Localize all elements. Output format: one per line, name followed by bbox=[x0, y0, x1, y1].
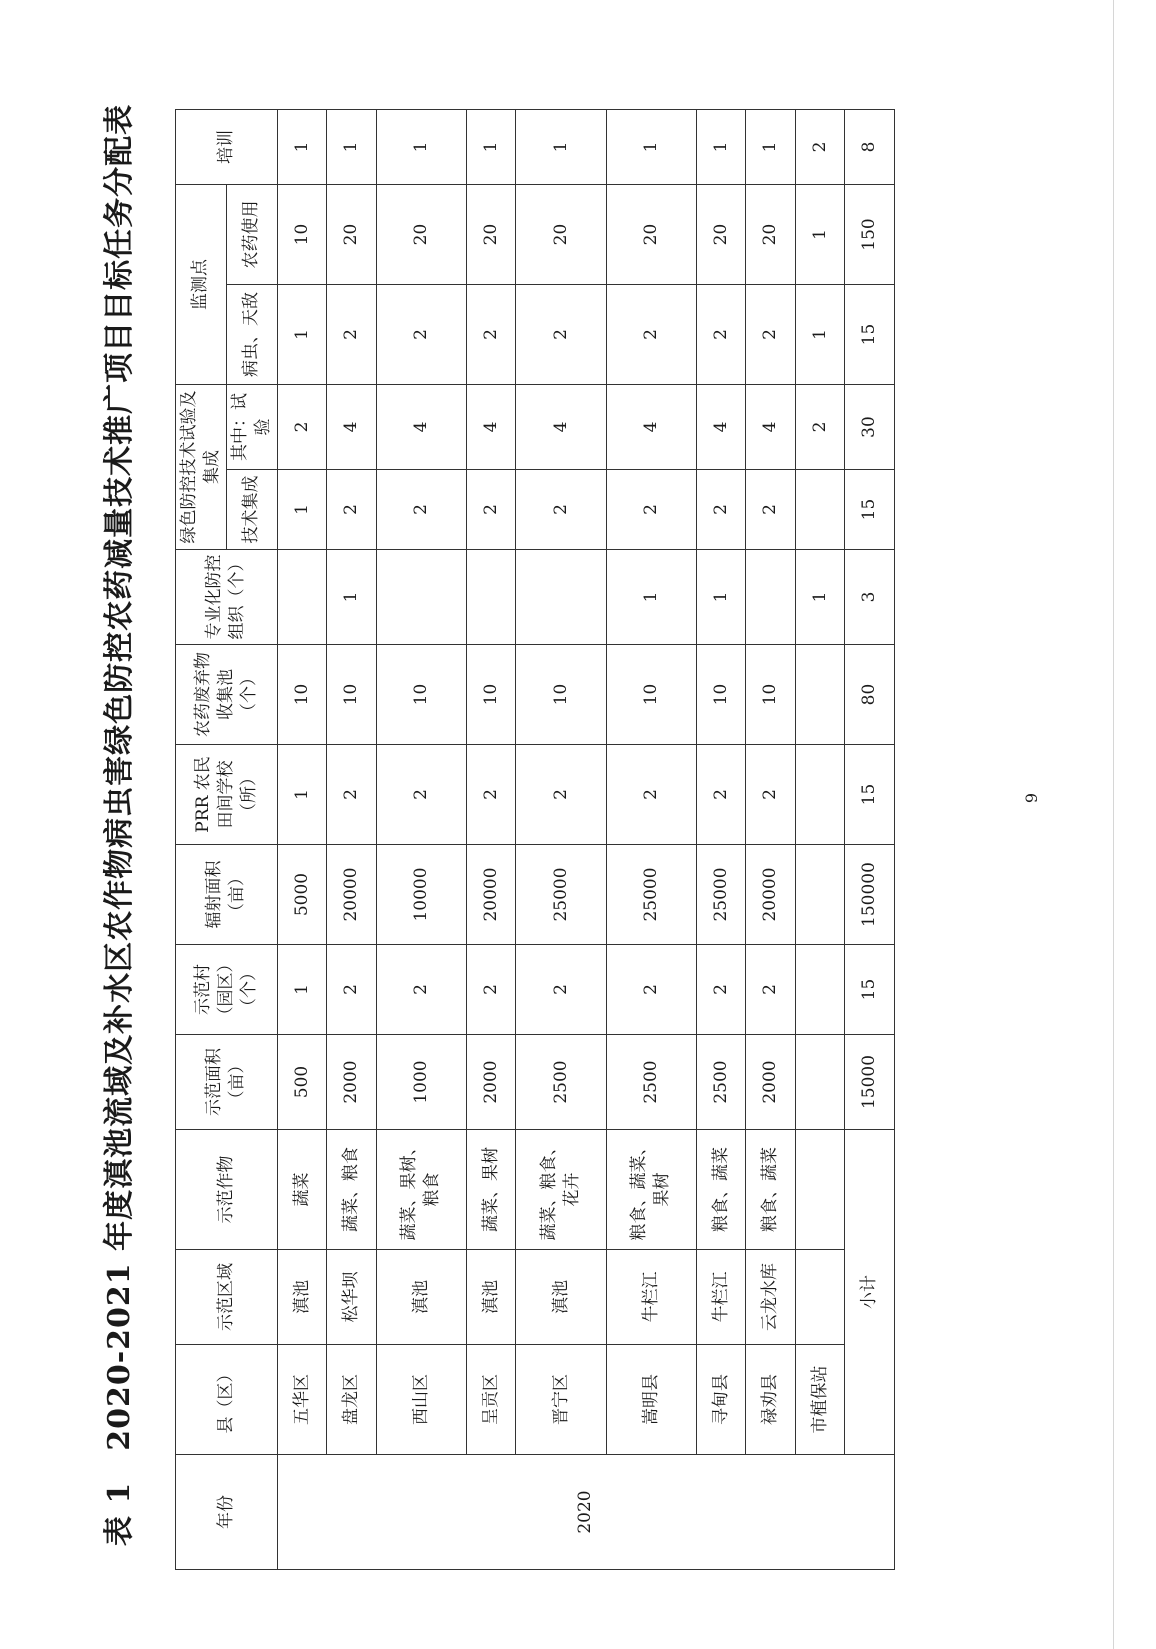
header-tech-integration: 技术集成 bbox=[226, 470, 277, 550]
document-title: 表 1 2020-2021 年度滇池流域及补水区农作物病虫害绿色防控农药减量技术推广项目目标任务分配表 bbox=[102, 103, 137, 1547]
radiation-cell: 25000 bbox=[696, 845, 746, 945]
trial-cell: 4 bbox=[466, 385, 516, 470]
prr-cell: 2 bbox=[327, 745, 377, 845]
crop-cell: 蔬菜、果树 bbox=[466, 1130, 516, 1250]
pool-cell: 10 bbox=[746, 645, 796, 745]
pool-cell: 10 bbox=[376, 645, 466, 745]
header-demo-crop: 示范作物 bbox=[176, 1130, 278, 1250]
county-cell: 呈贡区 bbox=[466, 1345, 516, 1455]
crop-cell: 蔬菜、粮食、花卉 bbox=[516, 1130, 606, 1250]
subtotal-demo-area-cell: 15000 bbox=[845, 1035, 895, 1130]
training-cell: 2 bbox=[795, 110, 845, 185]
demo-area-cell: 2500 bbox=[516, 1035, 606, 1130]
villages-cell: 2 bbox=[376, 945, 466, 1035]
trial-cell: 4 bbox=[606, 385, 696, 470]
pest-cell: 1 bbox=[795, 285, 845, 385]
year-cell: 2020 bbox=[277, 1455, 894, 1570]
header-year: 年份 bbox=[176, 1455, 278, 1570]
radiation-cell: 20000 bbox=[746, 845, 796, 945]
table-row bbox=[327, 110, 377, 1570]
header-demo-villages: 示范村（园区）（个） bbox=[176, 945, 278, 1035]
tech-cell: 2 bbox=[606, 470, 696, 550]
pest-cell: 2 bbox=[746, 285, 796, 385]
prr-cell: 2 bbox=[746, 745, 796, 845]
pest-cell: 1 bbox=[277, 285, 327, 385]
county-cell: 西山区 bbox=[376, 1345, 466, 1455]
county-cell: 盘龙区 bbox=[327, 1345, 377, 1455]
prr-cell: 2 bbox=[696, 745, 746, 845]
prr-cell: 2 bbox=[516, 745, 606, 845]
org-cell bbox=[376, 550, 466, 645]
pest-cell: 2 bbox=[606, 285, 696, 385]
region-cell: 滇池 bbox=[516, 1250, 606, 1345]
pesticide-cell: 20 bbox=[376, 185, 466, 285]
header-demo-area: 示范面积（亩） bbox=[176, 1035, 278, 1130]
county-cell: 寻甸县 bbox=[696, 1345, 746, 1455]
prr-cell: 1 bbox=[277, 745, 327, 845]
trial-cell: 4 bbox=[376, 385, 466, 470]
trial-cell: 4 bbox=[696, 385, 746, 470]
header-monitoring: 监测点 bbox=[176, 185, 227, 385]
subtotal-pesticide-cell: 150 bbox=[845, 185, 895, 285]
county-cell: 五华区 bbox=[277, 1345, 327, 1455]
tech-cell: 2 bbox=[516, 470, 606, 550]
radiation-cell: 20000 bbox=[327, 845, 377, 945]
org-cell bbox=[466, 550, 516, 645]
villages-cell: 2 bbox=[516, 945, 606, 1035]
subtotal-pool-cell: 80 bbox=[845, 645, 895, 745]
header-county: 县（区） bbox=[176, 1345, 278, 1455]
tech-cell bbox=[795, 470, 845, 550]
crop-cell: 蔬菜 bbox=[277, 1130, 327, 1250]
crop-cell: 蔬菜、果树、粮食 bbox=[376, 1130, 466, 1250]
header-prr-school: PRR 农民田间学校（所） bbox=[176, 745, 278, 845]
table-row bbox=[466, 110, 516, 1570]
trial-cell: 4 bbox=[327, 385, 377, 470]
trial-cell: 4 bbox=[516, 385, 606, 470]
demo-area-cell: 2500 bbox=[696, 1035, 746, 1130]
subtotal-trial-cell: 30 bbox=[845, 385, 895, 470]
region-cell: 滇池 bbox=[466, 1250, 516, 1345]
table-row bbox=[606, 110, 696, 1570]
subtotal-villages-cell: 15 bbox=[845, 945, 895, 1035]
radiation-cell bbox=[795, 845, 845, 945]
table-row bbox=[516, 110, 606, 1570]
table-row bbox=[277, 110, 327, 1570]
demo-area-cell: 2000 bbox=[466, 1035, 516, 1130]
subtotal-label: 小计 bbox=[845, 1130, 895, 1455]
tech-cell: 2 bbox=[376, 470, 466, 550]
demo-area-cell: 2500 bbox=[606, 1035, 696, 1130]
pool-cell: 10 bbox=[277, 645, 327, 745]
region-cell: 松华坝 bbox=[327, 1250, 377, 1345]
crop-cell: 粮食、蔬菜 bbox=[746, 1130, 796, 1250]
pesticide-cell: 20 bbox=[516, 185, 606, 285]
header-radiation-area: 辐射面积（亩） bbox=[176, 845, 278, 945]
pest-cell: 2 bbox=[376, 285, 466, 385]
pesticide-cell: 1 bbox=[795, 185, 845, 285]
villages-cell: 2 bbox=[327, 945, 377, 1035]
table-row bbox=[795, 110, 845, 1570]
radiation-cell: 25000 bbox=[516, 845, 606, 945]
villages-cell: 1 bbox=[277, 945, 327, 1035]
prr-cell: 2 bbox=[376, 745, 466, 845]
county-cell: 禄劝县 bbox=[746, 1345, 796, 1455]
pool-cell: 10 bbox=[466, 645, 516, 745]
tech-cell: 2 bbox=[696, 470, 746, 550]
pesticide-cell: 20 bbox=[606, 185, 696, 285]
training-cell: 1 bbox=[696, 110, 746, 185]
org-cell: 1 bbox=[795, 550, 845, 645]
pool-cell: 10 bbox=[327, 645, 377, 745]
org-cell bbox=[277, 550, 327, 645]
header-demo-region: 示范区域 bbox=[176, 1250, 278, 1345]
crop-cell bbox=[795, 1130, 845, 1250]
crop-cell: 蔬菜、粮食 bbox=[327, 1130, 377, 1250]
training-cell: 1 bbox=[516, 110, 606, 185]
trial-cell: 4 bbox=[746, 385, 796, 470]
page-edge-rule bbox=[1113, 0, 1114, 1649]
task-allocation-table bbox=[175, 109, 895, 1570]
county-cell: 晋宁区 bbox=[516, 1345, 606, 1455]
org-cell: 1 bbox=[327, 550, 377, 645]
page-number: 9 bbox=[1022, 792, 1041, 804]
header-row-1 bbox=[176, 110, 227, 1570]
county-cell: 嵩明县 bbox=[606, 1345, 696, 1455]
org-cell bbox=[516, 550, 606, 645]
subtotal-prr-cell: 15 bbox=[845, 745, 895, 845]
villages-cell: 2 bbox=[746, 945, 796, 1035]
pesticide-cell: 20 bbox=[696, 185, 746, 285]
radiation-cell: 5000 bbox=[277, 845, 327, 945]
task-allocation-table-container bbox=[175, 110, 895, 1570]
subtotal-row bbox=[845, 110, 895, 1570]
pool-cell: 10 bbox=[606, 645, 696, 745]
training-cell: 1 bbox=[466, 110, 516, 185]
header-pesticide-use: 农药使用 bbox=[226, 185, 277, 285]
header-waste-pool: 农药废弃物收集池（个） bbox=[176, 645, 278, 745]
pool-cell: 10 bbox=[696, 645, 746, 745]
demo-area-cell bbox=[795, 1035, 845, 1130]
pest-cell: 2 bbox=[466, 285, 516, 385]
subtotal-training-cell: 8 bbox=[845, 110, 895, 185]
crop-cell: 粮食、蔬菜 bbox=[696, 1130, 746, 1250]
demo-area-cell: 1000 bbox=[376, 1035, 466, 1130]
pesticide-cell: 20 bbox=[746, 185, 796, 285]
prr-cell bbox=[795, 745, 845, 845]
training-cell: 1 bbox=[327, 110, 377, 185]
table-row bbox=[376, 110, 466, 1570]
region-cell: 牛栏江 bbox=[696, 1250, 746, 1345]
pesticide-cell: 20 bbox=[327, 185, 377, 285]
table-row bbox=[696, 110, 746, 1570]
subtotal-radiation-cell: 150000 bbox=[845, 845, 895, 945]
demo-area-cell: 2000 bbox=[746, 1035, 796, 1130]
training-cell: 1 bbox=[746, 110, 796, 185]
tech-cell: 1 bbox=[277, 470, 327, 550]
villages-cell: 2 bbox=[606, 945, 696, 1035]
subtotal-tech-cell: 15 bbox=[845, 470, 895, 550]
pool-cell: 10 bbox=[516, 645, 606, 745]
subtotal-pest-cell: 15 bbox=[845, 285, 895, 385]
header-green-control: 绿色防控技术试验及集成 bbox=[176, 385, 227, 550]
pest-cell: 2 bbox=[516, 285, 606, 385]
villages-cell: 2 bbox=[696, 945, 746, 1035]
region-cell: 牛栏江 bbox=[606, 1250, 696, 1345]
region-cell: 云龙水库 bbox=[746, 1250, 796, 1345]
demo-area-cell: 2000 bbox=[327, 1035, 377, 1130]
org-cell bbox=[746, 550, 796, 645]
trial-cell: 2 bbox=[277, 385, 327, 470]
header-trial: 其中：试验 bbox=[226, 385, 277, 470]
region-cell: 滇池 bbox=[277, 1250, 327, 1345]
header-training: 培训 bbox=[176, 110, 278, 185]
org-cell: 1 bbox=[696, 550, 746, 645]
table-row bbox=[746, 110, 796, 1570]
training-cell: 1 bbox=[606, 110, 696, 185]
region-cell bbox=[795, 1250, 845, 1345]
table-body bbox=[277, 110, 894, 1570]
header-pest-enemy: 病虫、天敌 bbox=[226, 285, 277, 385]
prr-cell: 2 bbox=[606, 745, 696, 845]
prr-cell: 2 bbox=[466, 745, 516, 845]
radiation-cell: 25000 bbox=[606, 845, 696, 945]
training-cell: 1 bbox=[376, 110, 466, 185]
villages-cell bbox=[795, 945, 845, 1035]
radiation-cell: 10000 bbox=[376, 845, 466, 945]
org-cell: 1 bbox=[606, 550, 696, 645]
crop-cell: 粮食、蔬菜、果树 bbox=[606, 1130, 696, 1250]
header-control-org: 专业化防控组织（个） bbox=[176, 550, 278, 645]
pesticide-cell: 20 bbox=[466, 185, 516, 285]
pesticide-cell: 10 bbox=[277, 185, 327, 285]
tech-cell: 2 bbox=[746, 470, 796, 550]
pool-cell bbox=[795, 645, 845, 745]
pest-cell: 2 bbox=[696, 285, 746, 385]
county-cell: 市植保站 bbox=[795, 1345, 845, 1455]
trial-cell: 2 bbox=[795, 385, 845, 470]
tech-cell: 2 bbox=[466, 470, 516, 550]
pest-cell: 2 bbox=[327, 285, 377, 385]
villages-cell: 2 bbox=[466, 945, 516, 1035]
demo-area-cell: 500 bbox=[277, 1035, 327, 1130]
subtotal-org-cell: 3 bbox=[845, 550, 895, 645]
training-cell: 1 bbox=[277, 110, 327, 185]
radiation-cell: 20000 bbox=[466, 845, 516, 945]
region-cell: 滇池 bbox=[376, 1250, 466, 1345]
tech-cell: 2 bbox=[327, 470, 377, 550]
